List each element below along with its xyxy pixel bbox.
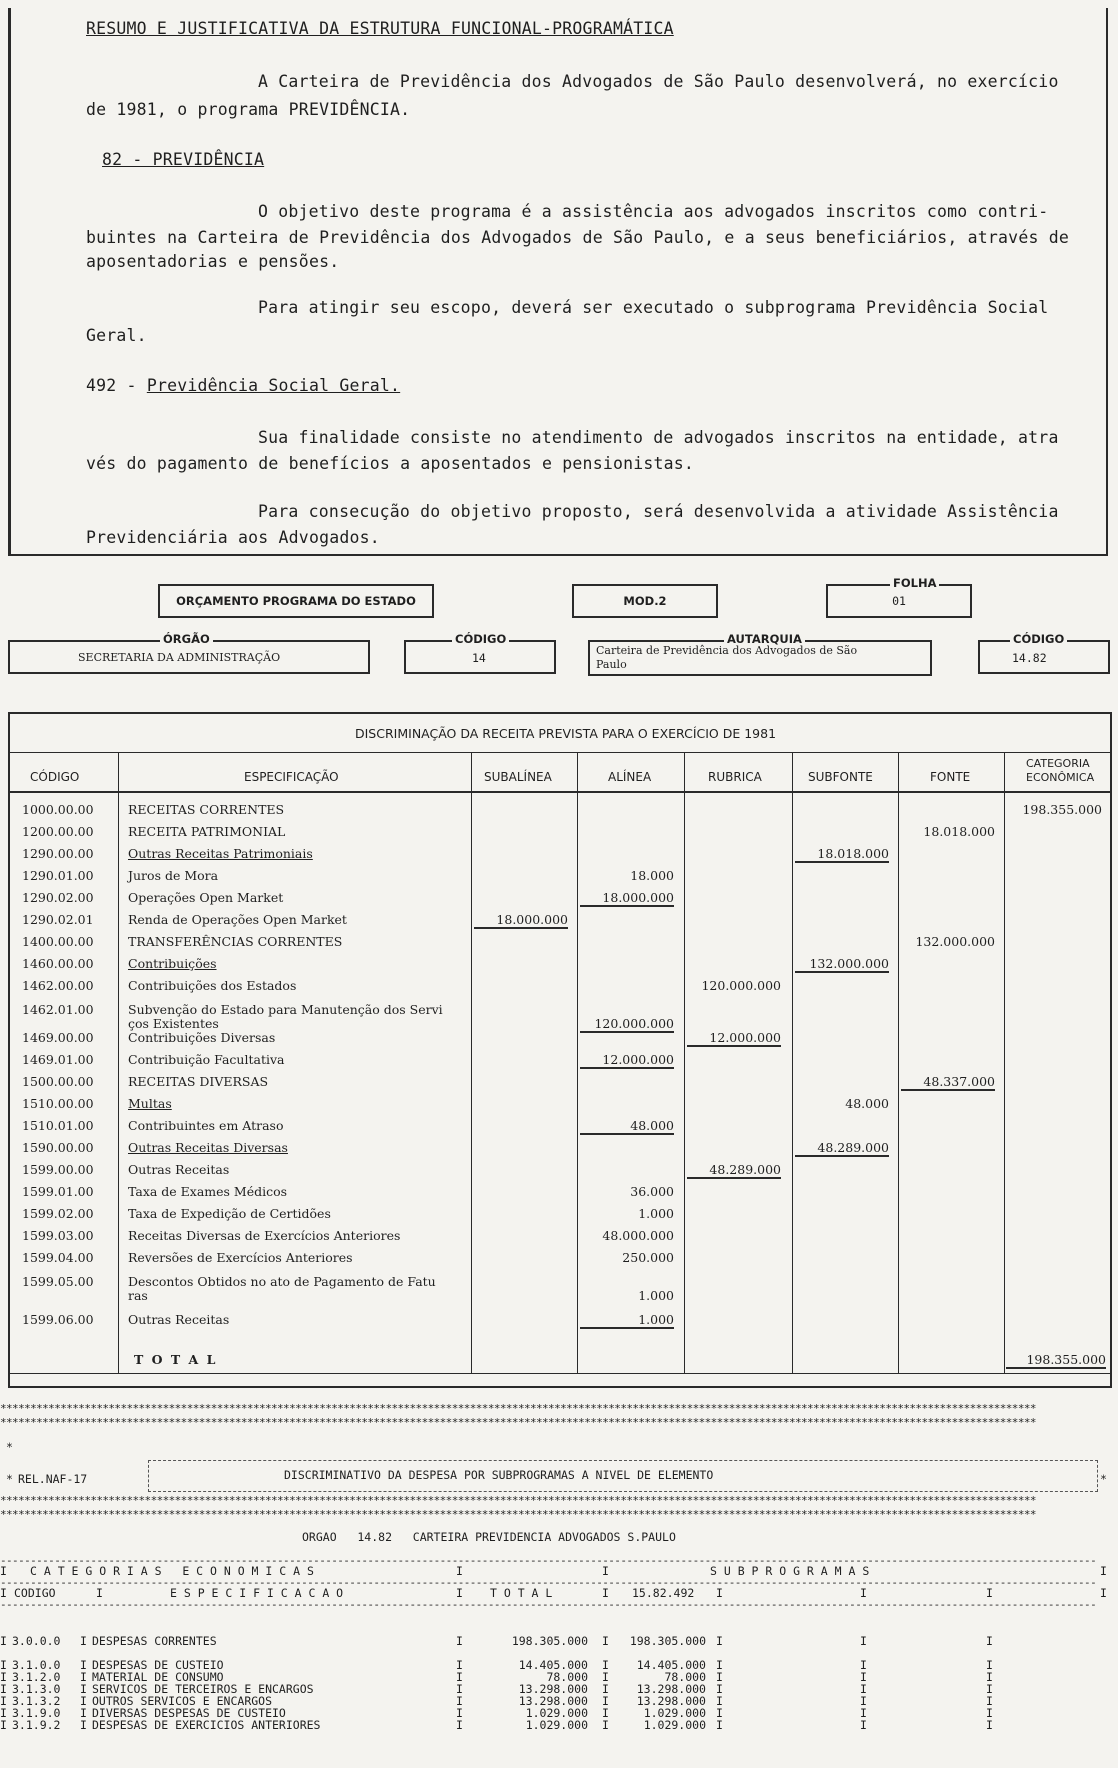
col-bar: I	[80, 1634, 87, 1648]
col-fonte: FONTE	[930, 770, 971, 784]
revenue-row-especificacao: RECEITAS DIVERSAS	[128, 1074, 269, 1089]
col-bar: I	[0, 1564, 7, 1578]
dash-rule: --------------------------------------------------------------------------------------------------------------------------------------------------------------------------------------	[0, 1598, 1097, 1611]
expense-row-codigo: 3.1.9.2	[12, 1718, 61, 1732]
revenue-row-especificacao: Outras Receitas Patrimoniais	[128, 846, 313, 861]
col-alinea: ALÍNEA	[608, 770, 652, 784]
revenue-row-codigo: 1469.00.00	[22, 1030, 94, 1045]
expense-row-desc: DESPESAS CORRENTES	[92, 1634, 217, 1648]
expense-row-total: 13.298.000	[518, 1682, 588, 1696]
expense-row-sub: 78.000	[664, 1670, 706, 1684]
revenue-row-alinea: 1.000	[580, 1312, 674, 1329]
col-divider	[684, 752, 685, 1374]
revenue-bottom-rule	[8, 1373, 1112, 1374]
budget-title: ORÇAMENTO PROGRAMA DO ESTADO	[176, 594, 416, 608]
revenue-row-especificacao: Juros de Mora	[128, 868, 219, 883]
revenue-row-codigo: 1599.05.00	[22, 1274, 94, 1289]
col-codigo: CÓDIGO	[30, 770, 80, 784]
col-bar: I	[716, 1694, 723, 1708]
dash-rule: --------------------------------------------------------------------------------------------------------------------------------------------------------------------------------------	[0, 1554, 1097, 1567]
expense-row-sub: 1.029.000	[643, 1706, 706, 1720]
revenue-row-codigo: 1599.04.00	[22, 1250, 94, 1265]
revenue-row-codigo: 1460.00.00	[22, 956, 94, 971]
justification-title: RESUMO E JUSTIFICATIVA DA ESTRUTURA FUNCIONAL-PROGRAMÁTICA	[86, 19, 674, 38]
revenue-row-especificacao: Taxa de Expedição de Certidões	[128, 1206, 331, 1221]
revenue-row-alinea: 12.000.000	[580, 1052, 674, 1069]
stars-rule: ****************************************************************************************************************************************************************************	[0, 1494, 1036, 1507]
star-mark: *	[6, 1440, 13, 1454]
col-bar: I	[602, 1658, 609, 1672]
revenue-row-especificacao: RECEITA PATRIMONIAL	[128, 824, 286, 839]
col-bar: I	[986, 1670, 993, 1684]
col-bar: I	[602, 1718, 609, 1732]
col-bar: I	[716, 1658, 723, 1672]
col-bar: I	[860, 1718, 867, 1732]
revenue-row-subfonte: 48.289.000	[795, 1140, 889, 1157]
revenue-row-codigo: 1290.02.00	[22, 890, 94, 905]
col-bar: I	[602, 1682, 609, 1696]
revenue-row-especificacao: RECEITAS CORRENTES	[128, 802, 285, 817]
orgao-value: SECRETARIA DA ADMINISTRAÇÃO	[78, 651, 281, 664]
col-rubrica: RUBRICA	[708, 770, 762, 784]
revenue-row-codigo: 1590.00.00	[22, 1140, 94, 1155]
revenue-row-especificacao-cont: ras	[128, 1288, 148, 1303]
revenue-row-especificacao: Contribuições	[128, 956, 217, 971]
expense-row-total: 78.000	[546, 1670, 588, 1684]
expense-row-total: 1.029.000	[525, 1718, 588, 1732]
paragraph-2-line-3: aposentadorias e pensões.	[86, 252, 340, 271]
col-categoria-line-2: ECONÔMICA	[1026, 771, 1095, 784]
col-bar: I	[0, 1718, 7, 1732]
total-label: T O T A L	[134, 1352, 218, 1367]
revenue-row-categoria: 198.355.000	[1022, 802, 1102, 817]
col-bar: I	[80, 1658, 87, 1672]
subprogram-heading: Previdência Social Geral.	[146, 376, 401, 395]
paragraph-3-line-1: Para atingir seu escopo, deverá ser executado o subprograma Previdência Social	[258, 298, 1049, 317]
revenue-row-codigo: 1290.00.00	[22, 846, 94, 861]
expense-row-codigo: 3.1.2.0	[12, 1670, 61, 1684]
col-bar: I	[80, 1694, 87, 1708]
stars-rule: ****************************************************************************************************************************************************************************	[0, 1402, 1036, 1415]
revenue-row-codigo: 1599.02.00	[22, 1206, 94, 1221]
head-sub-code: 15.82.492	[632, 1586, 695, 1600]
col-bar: I	[80, 1706, 87, 1720]
col-divider	[792, 752, 793, 1374]
col-bar: I	[0, 1634, 7, 1648]
col-bar: I	[716, 1718, 723, 1732]
revenue-row-especificacao: Contribuição Facultativa	[128, 1052, 285, 1067]
col-bar: I	[986, 1586, 993, 1600]
revenue-row-especificacao: Contribuições Diversas	[128, 1030, 276, 1045]
revenue-row-especificacao: Outras Receitas	[128, 1162, 230, 1177]
expense-row-desc: DIVERSAS DESPESAS DE CUSTEIO	[92, 1706, 286, 1720]
col-bar: I	[1100, 1586, 1107, 1600]
col-bar: I	[716, 1682, 723, 1696]
stars-rule: ****************************************************************************************************************************************************************************	[0, 1416, 1036, 1429]
revenue-row-codigo: 1400.00.00	[22, 934, 94, 949]
revenue-row-fonte: 18.018.000	[923, 824, 995, 839]
col-bar: I	[602, 1694, 609, 1708]
col-bar: I	[456, 1706, 463, 1720]
revenue-row-alinea: 250.000	[622, 1250, 674, 1265]
col-divider	[1004, 752, 1005, 1374]
col-bar: I	[602, 1564, 609, 1578]
col-bar: I	[860, 1658, 867, 1672]
col-bar: I	[456, 1564, 463, 1578]
revenue-row-codigo: 1500.00.00	[22, 1074, 94, 1089]
revenue-row-especificacao: Reversões de Exercícios Anteriores	[128, 1250, 353, 1265]
col-divider	[577, 752, 578, 1374]
revenue-row-rubrica: 48.289.000	[687, 1162, 781, 1179]
col-bar: I	[1100, 1564, 1107, 1578]
revenue-row-fonte: 48.337.000	[901, 1074, 995, 1091]
paragraph-1-line-1: A Carteira de Previdência dos Advogados de São Paulo desenvolverá, no exercício	[258, 72, 1059, 91]
col-bar: I	[860, 1694, 867, 1708]
revenue-row-especificacao: TRANSFERÊNCIAS CORRENTES	[128, 934, 343, 949]
revenue-row-especificacao: Descontos Obtidos no ato de Pagamento de Fatu	[128, 1274, 436, 1289]
revenue-title: DISCRIMINAÇÃO DA RECEITA PREVISTA PARA O EXERCÍCIO DE 1981	[355, 726, 777, 741]
star-mark: *	[6, 1472, 13, 1486]
paragraph-5-line-1: Para consecução do objetivo proposto, será desenvolvida a atividade Assistência	[258, 502, 1059, 521]
expense-row-codigo: 3.1.9.0	[12, 1706, 61, 1720]
expense-row-total: 198.305.000	[511, 1634, 588, 1648]
col-divider	[471, 752, 472, 1374]
revenue-row-alinea: 48.000.000	[602, 1228, 674, 1243]
col-bar: I	[456, 1634, 463, 1648]
paragraph-3-line-2: Geral.	[86, 326, 147, 345]
expense-row-desc: OUTROS SERVICOS E ENCARGOS	[92, 1694, 273, 1708]
paragraph-4-line-1: Sua finalidade consiste no atendimento de advogados inscritos na entidade, atra	[258, 428, 1059, 447]
revenue-row-especificacao: Renda de Operações Open Market	[128, 912, 347, 927]
revenue-header-rule	[8, 791, 1112, 793]
revenue-row-subalinea: 18.000.000	[474, 912, 568, 929]
paragraph-4-line-2: vés do pagamento de benefícios a aposentados e pensionistas.	[86, 454, 695, 473]
col-bar: I	[986, 1634, 993, 1648]
col-bar: I	[716, 1706, 723, 1720]
expense-row-sub: 14.405.000	[636, 1658, 706, 1672]
col-bar: I	[0, 1670, 7, 1684]
report-title: DISCRIMINATIVO DA DESPESA POR SUBPROGRAMAS A NIVEL DE ELEMENTO	[284, 1468, 714, 1482]
paragraph-1-line-2: de 1981, o programa PREVIDÊNCIA.	[86, 100, 411, 119]
col-bar: I	[860, 1706, 867, 1720]
orgao-label: ÓRGÃO	[160, 633, 213, 645]
col-categoria-line-1: CATEGORIA	[1026, 757, 1090, 770]
col-bar: I	[456, 1682, 463, 1696]
revenue-row-subfonte: 18.018.000	[795, 846, 889, 863]
col-bar: I	[602, 1586, 609, 1600]
revenue-row-codigo: 1599.03.00	[22, 1228, 94, 1243]
col-bar: I	[0, 1682, 7, 1696]
col-bar: I	[716, 1586, 723, 1600]
col-bar: I	[456, 1658, 463, 1672]
col-bar: I	[602, 1706, 609, 1720]
revenue-row-alinea: 18.000	[630, 868, 674, 883]
subprogram-number: 492 -	[86, 376, 147, 395]
col-bar: I	[986, 1706, 993, 1720]
revenue-row-especificacao-cont: ços Existentes	[128, 1016, 219, 1031]
expense-row-sub: 198.305.000	[629, 1634, 706, 1648]
col-divider	[118, 752, 119, 1374]
revenue-row-codigo: 1290.01.00	[22, 868, 94, 883]
col-bar: I	[0, 1694, 7, 1708]
revenue-row-rubrica: 120.000.000	[701, 978, 781, 993]
codigo2-value: 14.82	[1012, 651, 1047, 665]
revenue-row-especificacao: Taxa de Exames Médicos	[128, 1184, 288, 1199]
col-bar: I	[0, 1586, 7, 1600]
col-bar: I	[860, 1634, 867, 1648]
col-bar: I	[986, 1682, 993, 1696]
revenue-row-codigo: 1462.00.00	[22, 978, 94, 993]
revenue-row-alinea: 48.000	[580, 1118, 674, 1135]
expense-row-total: 1.029.000	[525, 1706, 588, 1720]
col-bar: I	[860, 1682, 867, 1696]
autarquia-value-line-2: Paulo	[596, 658, 627, 671]
revenue-row-codigo: 1462.01.00	[22, 1002, 94, 1017]
col-bar: I	[986, 1694, 993, 1708]
revenue-row-codigo: 1510.00.00	[22, 1096, 94, 1111]
revenue-row-especificacao: Subvenção do Estado para Manutenção dos Servi	[128, 1002, 443, 1017]
head-especificacao: E S P E C I F I C A C A O	[170, 1586, 344, 1600]
head-total: T O T A L	[490, 1586, 553, 1600]
col-bar: I	[0, 1706, 7, 1720]
expense-row-total: 13.298.000	[518, 1694, 588, 1708]
expense-row-desc: SERVICOS DE TERCEIROS E ENCARGOS	[92, 1682, 314, 1696]
col-bar: I	[860, 1670, 867, 1684]
revenue-row-especificacao: Outras Receitas	[128, 1312, 230, 1327]
col-bar: I	[602, 1634, 609, 1648]
col-especificacao: ESPECIFICAÇÃO	[244, 770, 339, 784]
mod-label: MOD.2	[623, 594, 667, 608]
col-bar: I	[456, 1718, 463, 1732]
expense-row-sub: 13.298.000	[636, 1694, 706, 1708]
col-bar: I	[602, 1670, 609, 1684]
col-bar: I	[456, 1670, 463, 1684]
subprogram-heading-line	[86, 376, 400, 395]
revenue-row-codigo: 1599.00.00	[22, 1162, 94, 1177]
program-heading: 82 - PREVIDÊNCIA	[102, 150, 265, 169]
revenue-row-codigo: 1000.00.00	[22, 802, 94, 817]
revenue-row-especificacao: Receitas Diversas de Exercícios Anteriores	[128, 1228, 401, 1243]
revenue-row-subfonte: 132.000.000	[795, 956, 889, 973]
revenue-row-rubrica: 12.000.000	[687, 1030, 781, 1047]
col-bar: I	[986, 1658, 993, 1672]
revenue-row-fonte: 132.000.000	[915, 934, 995, 949]
revenue-row-especificacao: Multas	[128, 1096, 172, 1111]
col-subfonte: SUBFONTE	[808, 770, 873, 784]
folha-label: FOLHA	[890, 577, 939, 589]
budget-title-box	[158, 584, 434, 618]
revenue-row-especificacao: Operações Open Market	[128, 890, 284, 905]
expense-row-sub: 1.029.000	[643, 1718, 706, 1732]
codigo2-label: CÓDIGO	[1010, 633, 1067, 645]
col-bar: I	[716, 1634, 723, 1648]
revenue-row-alinea: 120.000.000	[580, 1016, 674, 1033]
col-bar: I	[96, 1586, 103, 1600]
revenue-row-especificacao: Contribuintes em Atraso	[128, 1118, 284, 1133]
expense-row-desc: DESPESAS DE CUSTEIO	[92, 1658, 224, 1672]
col-bar: I	[860, 1586, 867, 1600]
col-bar: I	[716, 1670, 723, 1684]
expense-row-codigo: 3.1.0.0	[12, 1658, 61, 1672]
expense-row-codigo: 3.1.3.0	[12, 1682, 61, 1696]
col-bar: I	[0, 1658, 7, 1672]
mod-box	[572, 584, 718, 618]
revenue-row-alinea: 1.000	[638, 1206, 674, 1221]
dash-rule: --------------------------------------------------------------------------------------------------------------------------------------------------------------------------------------	[0, 1576, 1097, 1589]
paragraph-5-line-2: Previdenciária aos Advogados.	[86, 528, 380, 547]
report-id: REL.NAF-17	[18, 1472, 88, 1486]
star-mark: *	[1100, 1472, 1107, 1486]
total-value: 198.355.000	[1006, 1352, 1106, 1369]
expense-row-desc: MATERIAL DE CONSUMO	[92, 1670, 224, 1684]
expense-row-codigo: 3.1.3.2	[12, 1694, 61, 1708]
revenue-row-alinea: 18.000.000	[580, 890, 674, 907]
revenue-row-codigo: 1599.06.00	[22, 1312, 94, 1327]
autarquia-value-line-1: Carteira de Previdência dos Advogados de São	[596, 644, 858, 657]
revenue-row-alinea: 36.000	[630, 1184, 674, 1199]
expense-orgao-line: ORGAO 14.82 CARTEIRA PREVIDENCIA ADVOGADOS S.PAULO	[302, 1530, 676, 1544]
revenue-row-codigo: 1200.00.00	[22, 824, 94, 839]
col-bar: I	[80, 1670, 87, 1684]
expense-row-codigo: 3.0.0.0	[12, 1634, 61, 1648]
col-bar: I	[986, 1718, 993, 1732]
expense-row-sub: 13.298.000	[636, 1682, 706, 1696]
col-bar: I	[456, 1694, 463, 1708]
col-bar: I	[80, 1682, 87, 1696]
head-categorias: C A T E G O R I A S E C O N O M I C A S	[30, 1564, 314, 1578]
col-bar: I	[456, 1586, 463, 1600]
revenue-row-codigo: 1510.01.00	[22, 1118, 94, 1133]
paragraph-2-line-2: buintes na Carteira de Previdência dos Advogados de São Paulo, e a seus beneficiários, através de	[86, 228, 1069, 247]
revenue-row-especificacao: Outras Receitas Diversas	[128, 1140, 288, 1155]
codigo-value: 14	[472, 651, 486, 665]
col-divider	[898, 752, 899, 1374]
head-codigo: CODIGO	[14, 1586, 56, 1600]
revenue-row-codigo: 1599.01.00	[22, 1184, 94, 1199]
autarquia-label: AUTARQUIA	[724, 633, 805, 645]
revenue-row-alinea: 1.000	[638, 1288, 674, 1303]
revenue-row-especificacao: Contribuições dos Estados	[128, 978, 297, 993]
revenue-row-codigo: 1290.02.01	[22, 912, 94, 927]
col-bar: I	[80, 1718, 87, 1732]
paragraph-2-line-1: O objetivo deste programa é a assistência aos advogados inscritos como contri-	[258, 202, 1049, 221]
expense-row-desc: DESPESAS DE EXERCICIOS ANTERIORES	[92, 1718, 321, 1732]
folha-value: 01	[892, 594, 906, 608]
revenue-title-rule	[8, 752, 1112, 753]
stars-rule: ****************************************************************************************************************************************************************************	[0, 1508, 1036, 1521]
revenue-row-subfonte: 48.000	[845, 1096, 889, 1111]
codigo-label: CÓDIGO	[452, 633, 509, 645]
col-subalinea: SUBALÍNEA	[484, 770, 552, 784]
head-subprogramas: S U B P R O G R A M A S	[710, 1564, 870, 1578]
expense-row-total: 14.405.000	[518, 1658, 588, 1672]
revenue-row-codigo: 1469.01.00	[22, 1052, 94, 1067]
